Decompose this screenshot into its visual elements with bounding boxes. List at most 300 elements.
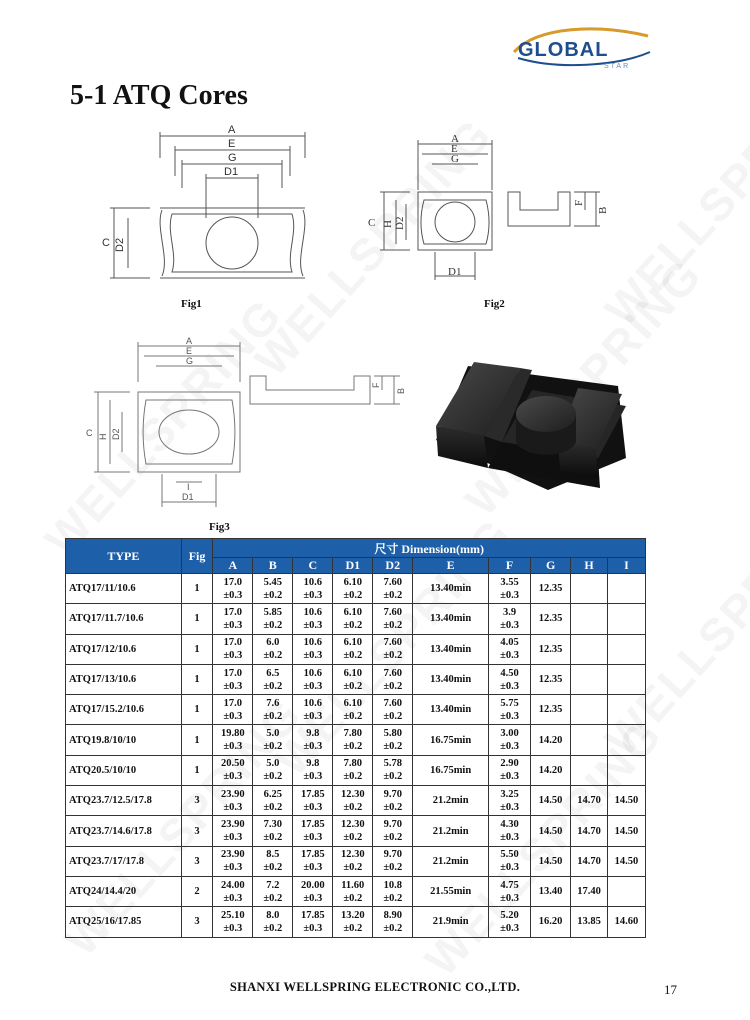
cell-value: 7.6 — [266, 697, 280, 709]
cell-tolerance: ±0.3 — [223, 710, 243, 722]
cell-value: 9.8 — [306, 728, 320, 740]
cell-value: 5.80 — [383, 728, 402, 740]
cell-value: 23.90 — [221, 819, 245, 831]
cell-tolerance: ±0.2 — [343, 862, 363, 874]
cell-tolerance: ±0.3 — [500, 619, 520, 631]
logo-subtext: STAR — [604, 63, 631, 70]
cell-fig: 3 — [181, 786, 213, 816]
cell-a — [213, 816, 253, 846]
cell-tolerance: ±0.2 — [263, 589, 283, 601]
cell-value: 10.6 — [303, 697, 322, 709]
cell-value: 8.0 — [266, 909, 280, 921]
cell-tolerance: ±0.3 — [223, 771, 243, 783]
cell-value: 25.10 — [221, 909, 245, 921]
cell-i — [607, 664, 645, 694]
cell-d2 — [373, 574, 413, 604]
cell-f — [489, 846, 531, 876]
fig3-label-e: E — [186, 346, 193, 356]
cell-g: 12.35 — [531, 634, 571, 664]
cell-e: 21.55min — [413, 876, 489, 906]
cell-d2 — [373, 755, 413, 785]
cell-a — [213, 725, 253, 755]
cell-b — [253, 574, 293, 604]
cell-g: 12.35 — [531, 574, 571, 604]
cell-value: 7.80 — [343, 758, 362, 770]
fig2-label-e: E — [451, 143, 458, 155]
cell-value: 3.00 — [500, 728, 519, 740]
cell-g: 14.20 — [531, 755, 571, 785]
cell-tolerance: ±0.3 — [500, 922, 520, 934]
fig3-label-b: B — [396, 387, 406, 394]
cell-b — [253, 876, 293, 906]
cell-tolerance: ±0.2 — [383, 771, 403, 783]
cell-value: 6.10 — [343, 606, 362, 618]
cell-b — [253, 664, 293, 694]
cell-tolerance: ±0.2 — [263, 862, 283, 874]
cell-d2 — [373, 786, 413, 816]
fig3-label-g: G — [186, 356, 194, 366]
cell-type: ATQ23.7/14.6/17.8 — [66, 816, 182, 846]
fig1-label-a: A — [228, 124, 236, 136]
cell-fig: 3 — [181, 907, 213, 937]
fig2-label-b: B — [597, 206, 609, 214]
cell-f — [489, 876, 531, 906]
cell-value: 20.00 — [300, 879, 325, 891]
cell-tolerance: ±0.3 — [303, 832, 323, 844]
cell-fig: 1 — [181, 574, 213, 604]
cell-value: 12.30 — [340, 819, 365, 831]
cell-tolerance: ±0.3 — [303, 922, 323, 934]
cell-tolerance: ±0.3 — [500, 892, 520, 904]
cell-tolerance: ±0.2 — [343, 589, 363, 601]
cell-type: ATQ17/11.7/10.6 — [66, 604, 182, 634]
cell-tolerance: ±0.3 — [303, 741, 323, 753]
cell-value: 6.10 — [343, 697, 362, 709]
cell-e: 21.2min — [413, 846, 489, 876]
cell-tolerance: ±0.2 — [343, 801, 363, 813]
cell-value: 7.60 — [383, 576, 402, 588]
cell-b — [253, 786, 293, 816]
cell-fig: 3 — [181, 846, 213, 876]
fig2-label-c: C — [368, 217, 376, 229]
cell-tolerance: ±0.2 — [383, 650, 403, 662]
cell-value: 17.85 — [300, 788, 325, 800]
cell-i: 14.60 — [607, 907, 645, 937]
cell-b — [253, 604, 293, 634]
cell-e: 13.40min — [413, 695, 489, 725]
cell-tolerance: ±0.2 — [343, 741, 363, 753]
fig1-label-c: C — [102, 237, 110, 249]
cell-value: 3.9 — [503, 606, 517, 618]
cell-h — [571, 574, 608, 604]
cell-e: 13.40min — [413, 664, 489, 694]
cell-value: 7.30 — [263, 819, 282, 831]
core-dimension-table — [65, 538, 646, 938]
cell-tolerance: ±0.2 — [343, 650, 363, 662]
company-logo — [508, 22, 658, 72]
cell-type: ATQ23.7/17/17.8 — [66, 846, 182, 876]
cell-tolerance: ±0.2 — [263, 892, 283, 904]
fig3-label-i: I — [187, 482, 190, 492]
cell-tolerance: ±0.2 — [343, 922, 363, 934]
cell-value: 5.78 — [383, 758, 402, 770]
cell-type: ATQ20.5/10/10 — [66, 755, 182, 785]
cell-tolerance: ±0.2 — [263, 710, 283, 722]
cell-i: 14.50 — [607, 846, 645, 876]
cell-e: 21.2min — [413, 816, 489, 846]
cell-tolerance: ±0.3 — [223, 589, 243, 601]
cell-tolerance: ±0.3 — [500, 589, 520, 601]
cell-value: 12.30 — [340, 849, 365, 861]
cell-a — [213, 664, 253, 694]
cell-d1 — [333, 634, 373, 664]
fig1-caption: Fig1 — [181, 298, 202, 310]
fig3-drawing — [80, 332, 410, 512]
fig1-label-g: G — [228, 152, 237, 164]
header-fig: Fig — [181, 539, 213, 574]
table-row — [66, 816, 646, 846]
cell-a — [213, 695, 253, 725]
cell-tolerance: ±0.2 — [343, 892, 363, 904]
cell-b — [253, 634, 293, 664]
cell-i: 14.50 — [607, 786, 645, 816]
cell-c — [293, 907, 333, 937]
cell-tolerance: ±0.2 — [263, 619, 283, 631]
cell-tolerance: ±0.2 — [383, 710, 403, 722]
fig1-label-d1: D1 — [224, 166, 239, 178]
fig2-drawing — [360, 130, 610, 290]
cell-e: 16.75min — [413, 755, 489, 785]
company-footer: SHANXI WELLSPRING ELECTRONIC CO.,LTD. — [229, 980, 521, 994]
cell-value: 6.10 — [343, 576, 362, 588]
cell-value: 7.2 — [266, 879, 280, 891]
header-col-f: F — [489, 558, 531, 574]
cell-tolerance: ±0.3 — [500, 650, 520, 662]
cell-tolerance: ±0.3 — [303, 619, 323, 631]
cell-type: ATQ17/15.2/10.6 — [66, 695, 182, 725]
cell-value: 3.25 — [500, 788, 519, 800]
cell-tolerance: ±0.2 — [383, 922, 403, 934]
cell-tolerance: ±0.3 — [223, 619, 243, 631]
table-row — [66, 846, 646, 876]
fig3-label-h: H — [98, 433, 108, 440]
fig3-label-c: C — [86, 428, 93, 438]
cell-tolerance: ±0.2 — [343, 680, 363, 692]
cell-d1 — [333, 907, 373, 937]
cell-value: 10.6 — [303, 576, 322, 588]
cell-value: 10.6 — [303, 667, 322, 679]
cell-value: 17.85 — [300, 909, 325, 921]
table-row — [66, 695, 646, 725]
cell-h — [571, 664, 608, 694]
cell-g: 14.50 — [531, 846, 571, 876]
cell-tolerance: ±0.3 — [303, 801, 323, 813]
cell-f — [489, 907, 531, 937]
cell-type: ATQ17/13/10.6 — [66, 664, 182, 694]
cell-value: 4.50 — [500, 667, 519, 679]
table-row — [66, 725, 646, 755]
cell-g: 14.50 — [531, 816, 571, 846]
cell-value: 17.0 — [223, 667, 242, 679]
cell-tolerance: ±0.2 — [263, 922, 283, 934]
cell-tolerance: ±0.2 — [383, 832, 403, 844]
header-type: TYPE — [66, 539, 182, 574]
fig2-label-h: H — [382, 220, 394, 228]
cell-b — [253, 846, 293, 876]
header-col-c: C — [293, 558, 333, 574]
cell-a — [213, 907, 253, 937]
cell-value: 17.85 — [300, 849, 325, 861]
fig2-label-a: A — [451, 133, 459, 145]
cell-d1 — [333, 725, 373, 755]
cell-value: 9.70 — [383, 849, 402, 861]
cell-g: 16.20 — [531, 907, 571, 937]
cell-e: 21.2min — [413, 786, 489, 816]
cell-value: 11.60 — [341, 879, 365, 891]
cell-value: 5.0 — [266, 758, 280, 770]
cell-tolerance: ±0.3 — [223, 680, 243, 692]
cell-fig: 1 — [181, 755, 213, 785]
cell-value: 17.85 — [300, 819, 325, 831]
cell-value: 5.85 — [263, 606, 282, 618]
cell-tolerance: ±0.3 — [303, 589, 323, 601]
cell-tolerance: ±0.2 — [343, 832, 363, 844]
cell-c — [293, 574, 333, 604]
cell-value: 2.90 — [500, 758, 519, 770]
cell-d1 — [333, 664, 373, 694]
cell-i — [607, 695, 645, 725]
table-row — [66, 786, 646, 816]
cell-i — [607, 574, 645, 604]
cell-fig: 3 — [181, 816, 213, 846]
fig1-label-e: E — [228, 138, 236, 150]
cell-d1 — [333, 876, 373, 906]
cell-tolerance: ±0.3 — [303, 710, 323, 722]
cell-type: ATQ19.8/10/10 — [66, 725, 182, 755]
cell-fig: 2 — [181, 876, 213, 906]
cell-value: 4.05 — [500, 637, 519, 649]
cell-value: 5.45 — [263, 576, 282, 588]
cell-tolerance: ±0.2 — [263, 650, 283, 662]
cell-value: 6.0 — [266, 637, 280, 649]
cell-d2 — [373, 876, 413, 906]
cell-e: 21.9min — [413, 907, 489, 937]
cell-value: 9.8 — [306, 758, 320, 770]
table-row — [66, 574, 646, 604]
cell-tolerance: ±0.2 — [343, 771, 363, 783]
cell-tolerance: ±0.3 — [500, 862, 520, 874]
cell-c — [293, 846, 333, 876]
cell-tolerance: ±0.2 — [383, 680, 403, 692]
cell-d1 — [333, 755, 373, 785]
cell-tolerance: ±0.3 — [223, 862, 243, 874]
page-number: 17 — [664, 982, 677, 997]
cell-h — [571, 695, 608, 725]
cell-g: 13.40 — [531, 876, 571, 906]
cell-fig: 1 — [181, 695, 213, 725]
cell-value: 19.80 — [221, 728, 245, 740]
cell-e: 13.40min — [413, 574, 489, 604]
table-row — [66, 634, 646, 664]
cell-b — [253, 816, 293, 846]
cell-a — [213, 755, 253, 785]
cell-value: 7.80 — [343, 728, 362, 740]
table-body — [66, 574, 646, 938]
cell-tolerance: ±0.2 — [343, 710, 363, 722]
fig3-caption: Fig3 — [209, 521, 230, 533]
cell-e: 13.40min — [413, 634, 489, 664]
cell-d2 — [373, 664, 413, 694]
cell-value: 7.60 — [383, 697, 402, 709]
cell-value: 10.6 — [303, 637, 322, 649]
cell-fig: 1 — [181, 604, 213, 634]
cell-tolerance: ±0.2 — [383, 801, 403, 813]
cell-d2 — [373, 634, 413, 664]
cell-fig: 1 — [181, 634, 213, 664]
cell-i — [607, 634, 645, 664]
cell-value: 24.00 — [221, 879, 245, 891]
cell-a — [213, 846, 253, 876]
cell-type: ATQ25/16/17.85 — [66, 907, 182, 937]
table-row — [66, 755, 646, 785]
fig3-label-d2: D2 — [111, 428, 121, 440]
cell-value: 7.60 — [383, 667, 402, 679]
table-row — [66, 907, 646, 937]
cell-g: 12.35 — [531, 695, 571, 725]
cell-f — [489, 755, 531, 785]
cell-value: 10.8 — [383, 879, 402, 891]
cell-d1 — [333, 574, 373, 604]
cell-c — [293, 816, 333, 846]
cell-a — [213, 634, 253, 664]
cell-d2 — [373, 695, 413, 725]
cell-b — [253, 725, 293, 755]
cell-a — [213, 604, 253, 634]
cell-value: 5.20 — [500, 909, 519, 921]
logo-text: GLOBAL — [518, 39, 609, 61]
cell-tolerance: ±0.2 — [383, 589, 403, 601]
cell-tolerance: ±0.3 — [500, 680, 520, 692]
cell-tolerance: ±0.2 — [383, 862, 403, 874]
fig1-label-d2: D2 — [114, 237, 126, 252]
cell-tolerance: ±0.3 — [500, 771, 520, 783]
cell-h — [571, 725, 608, 755]
cell-type: ATQ23.7/12.5/17.8 — [66, 786, 182, 816]
page-title: 5-1 ATQ Cores — [70, 80, 248, 111]
cell-value: 23.90 — [221, 849, 245, 861]
watermark-text — [594, 58, 750, 337]
ferrite-core-photo — [428, 348, 638, 498]
cell-d2 — [373, 816, 413, 846]
cell-tolerance: ±0.2 — [383, 741, 403, 753]
cell-tolerance: ±0.3 — [223, 892, 243, 904]
fig3-label-d1: D1 — [182, 492, 194, 502]
cell-tolerance: ±0.3 — [303, 771, 323, 783]
fig2-label-d2: D2 — [394, 216, 406, 230]
cell-d2 — [373, 907, 413, 937]
cell-tolerance: ±0.2 — [383, 892, 403, 904]
cell-tolerance: ±0.2 — [263, 771, 283, 783]
cell-value: 20.50 — [221, 758, 245, 770]
cell-tolerance: ±0.3 — [223, 650, 243, 662]
cell-tolerance: ±0.2 — [263, 741, 283, 753]
cell-c — [293, 634, 333, 664]
cell-tolerance: ±0.3 — [223, 832, 243, 844]
cell-b — [253, 755, 293, 785]
cell-i — [607, 755, 645, 785]
cell-h — [571, 634, 608, 664]
cell-h: 17.40 — [571, 876, 608, 906]
cell-tolerance: ±0.3 — [223, 741, 243, 753]
header-dimension: 尺寸 Dimension(mm) — [213, 539, 646, 558]
cell-value: 4.30 — [500, 819, 519, 831]
table-row — [66, 876, 646, 906]
cell-value: 17.0 — [223, 697, 242, 709]
cell-d2 — [373, 725, 413, 755]
cell-fig: 1 — [181, 725, 213, 755]
cell-value: 3.55 — [500, 576, 519, 588]
cell-value: 6.25 — [263, 788, 282, 800]
cell-tolerance: ±0.3 — [223, 801, 243, 813]
cell-d1 — [333, 846, 373, 876]
cell-h — [571, 755, 608, 785]
cell-g: 14.50 — [531, 786, 571, 816]
cell-tolerance: ±0.2 — [343, 619, 363, 631]
fig3-label-f: F — [371, 382, 381, 388]
cell-tolerance: ±0.2 — [263, 832, 283, 844]
cell-b — [253, 907, 293, 937]
cell-type: ATQ24/14.4/20 — [66, 876, 182, 906]
table-row — [66, 664, 646, 694]
cell-f — [489, 816, 531, 846]
cell-c — [293, 755, 333, 785]
cell-a — [213, 786, 253, 816]
cell-d1 — [333, 786, 373, 816]
cell-f — [489, 604, 531, 634]
cell-g: 14.20 — [531, 725, 571, 755]
cell-e: 13.40min — [413, 604, 489, 634]
header-col-a: A — [213, 558, 253, 574]
cell-h: 13.85 — [571, 907, 608, 937]
header-col-i: I — [607, 558, 645, 574]
cell-d1 — [333, 604, 373, 634]
cell-i — [607, 725, 645, 755]
cell-f — [489, 574, 531, 604]
cell-f — [489, 786, 531, 816]
cell-value: 7.60 — [383, 606, 402, 618]
cell-e: 16.75min — [413, 725, 489, 755]
cell-tolerance: ±0.3 — [303, 650, 323, 662]
fig2-label-g: G — [451, 153, 459, 165]
cell-value: 6.10 — [343, 667, 362, 679]
cell-i — [607, 876, 645, 906]
header-col-d2: D2 — [373, 558, 413, 574]
cell-value: 23.90 — [221, 788, 245, 800]
cell-tolerance: ±0.3 — [500, 801, 520, 813]
cell-d2 — [373, 846, 413, 876]
cell-value: 5.0 — [266, 728, 280, 740]
cell-value: 8.5 — [266, 849, 280, 861]
cell-g: 12.35 — [531, 604, 571, 634]
cell-value: 7.60 — [383, 637, 402, 649]
cell-tolerance: ±0.3 — [303, 892, 323, 904]
header-col-b: B — [253, 558, 293, 574]
cell-tolerance: ±0.3 — [500, 710, 520, 722]
cell-tolerance: ±0.3 — [303, 680, 323, 692]
cell-type: ATQ17/12/10.6 — [66, 634, 182, 664]
cell-g: 12.35 — [531, 664, 571, 694]
cell-h — [571, 604, 608, 634]
